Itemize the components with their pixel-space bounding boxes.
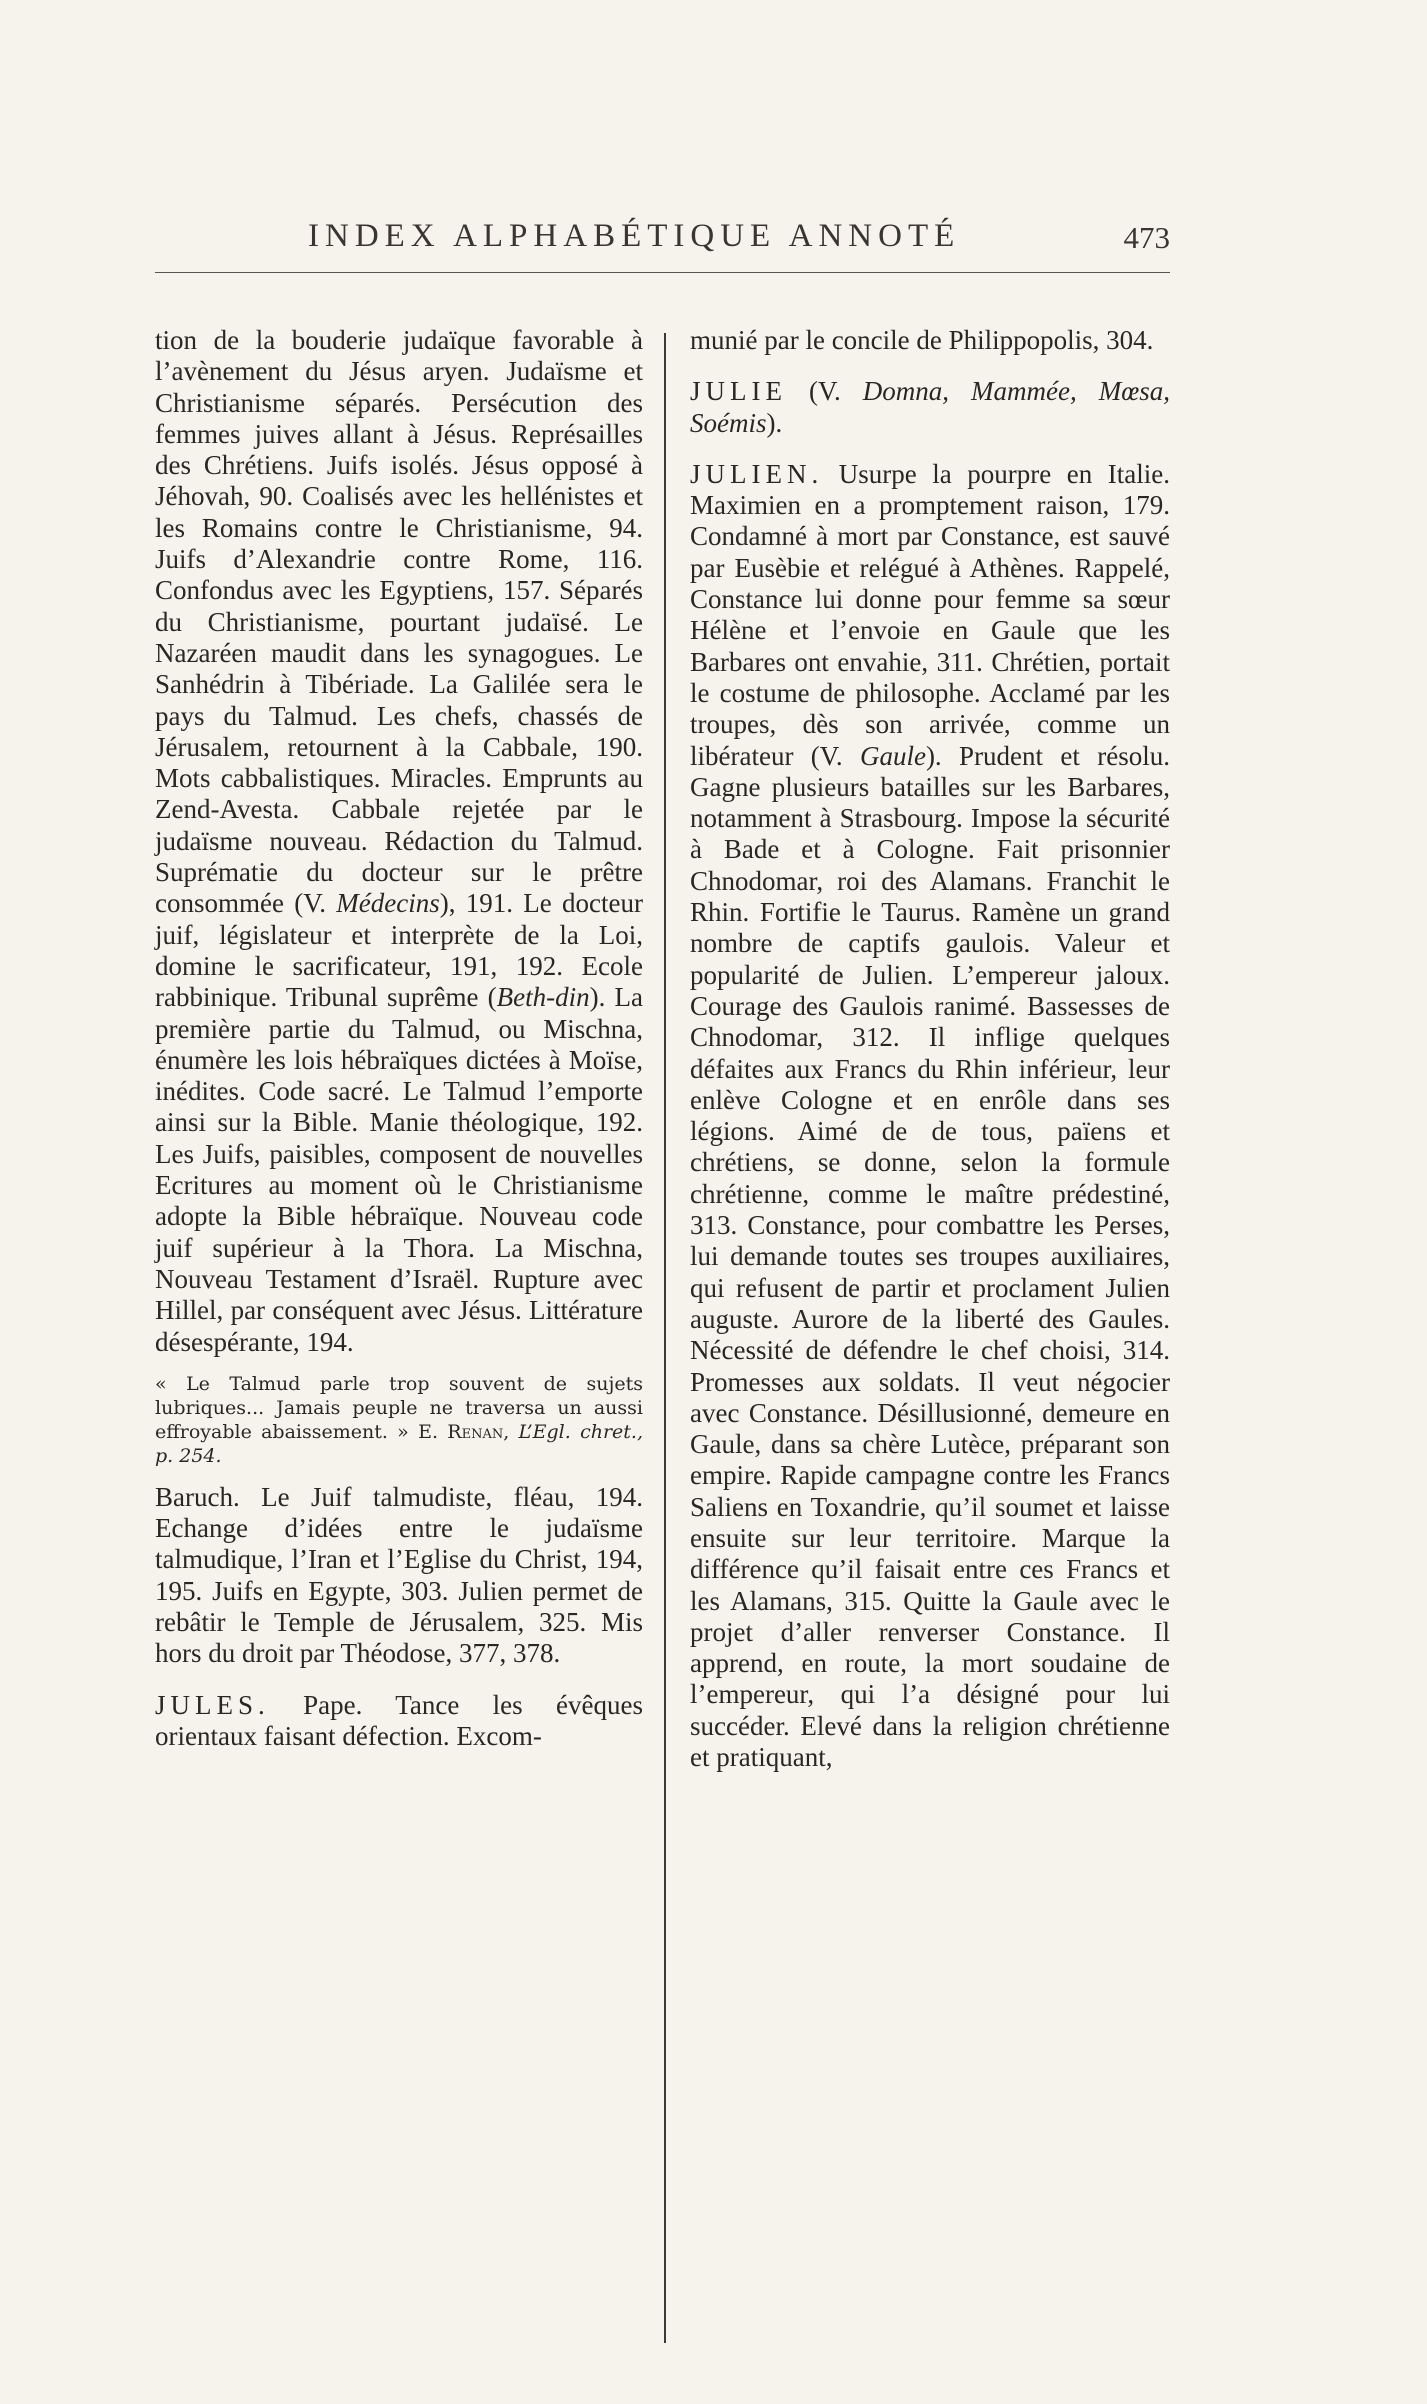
jules-entry bbox=[155, 1690, 643, 1753]
entry-text: tion de la bouderie judaïque favorable à l’avènement du Jésus aryen. Judaïsme et Christianisme séparés. Persécution des femmes juives allant à Jésus. Représailles des Chrétiens. Juifs isolés. Jésus opposé à Jéhovah, 90. Coalisés avec les hellénistes et les Romains contre le Christianisme, 94. Juifs d’Alexandrie contre Rome, 116. Confondus avec les Egyptiens, 157. Séparés du Christianisme, pourtant judaïsé. Le Nazaréen maudit dans les synagogues. Le Sanhédrin à Tibériade. La Galilée sera le pays du Talmud. Les chefs, chassés de Jérusalem, retournent à la Cabbale, 190. Mots cabbalistiques. Miracles. Emprunts au Zend-Avesta. Cabbale rejetée par le judaïsme nouveau. Rédaction du Talmud. Suprématie du docteur sur le prêtre consommée (V. bbox=[155, 325, 643, 919]
julien-entry bbox=[690, 459, 1170, 1773]
julie-headword: JULIE bbox=[690, 376, 787, 407]
quote-source: L’Egl. chret., p. 254. bbox=[155, 1420, 643, 1467]
julie-entry bbox=[690, 376, 1170, 439]
julie-refs: Domna, Mammée, Mœsa, Soémis bbox=[690, 376, 1171, 438]
entry-text: ), 191. Le docteur juif, législateur et interprète de la Loi, domine le sacrificateur, 191, 192. Ecole rabbinique. Tribunal suprême ( bbox=[155, 888, 643, 1013]
entry-italic-ref: Gaule bbox=[859, 740, 926, 771]
entry-text: Pape. Tance les évêques orientaux faisant défection. Excom- bbox=[155, 1689, 643, 1751]
entry-text: ). La première partie du Talmud, ou Mischna, énumère les lois hébraïques dictées à Moïse, inédites. Code sacré. Le Talmud l’emporte ainsi sur la Bible. Manie théologique, 192. Les Juifs, paisibles, composent de nouvelles Ecritures au moment où le Christianisme adopte la Bible hébraïque. Nouveau code juif supérieur à la Thora. La Mischna, Nouveau Testament d’Israël. Rupture avec Hillel, par conséquent avec Jésus. Littérature désespérante, 194. bbox=[155, 982, 643, 1357]
entry-text: ). bbox=[766, 407, 783, 438]
quote-text: « Le Talmud parle trop souvent de sujets lubriques... Jamais peuple ne traversa un aussi effroyable abaissement. » bbox=[155, 1372, 643, 1443]
jules-entry-continued: munié par le concile de Philippopolis, 304. bbox=[690, 325, 1154, 355]
header-title: INDEX ALPHABÉTIQUE ANNOTÉ bbox=[308, 218, 961, 254]
entry-text: Usurpe la pourpre en Italie. Maximien en a promptement raison, 179. Condamné à mort par Constance, est sauvé par Eusèbie et relégué à Athènes. Rappelé, Constance lui donne pour femme sa sœur Hélène et l’envoie en Gaule que les Barbares ont envahie, 311. Chrétien, portait le costume de philosophe. Acclamé par les troupes, dès son arrivée, comme un libérateur (V. bbox=[690, 458, 1170, 771]
left-column bbox=[155, 325, 643, 1752]
jules-headword: JULES. bbox=[155, 1689, 270, 1720]
header-rule bbox=[155, 272, 1170, 273]
entry-text: ). Prudent et résolu. Gagne plusieurs batailles sur les Barbares, notamment à Strasbourg. Impose la sécurité à Bade et à Cologne. Fait prisonnier Chnodomar, roi des Alamans. Franchit le Rhin. Fortifie le Taurus. Ramène un grand nombre de captifs gaulois. Valeur et popularité de Julien. L’empereur jaloux. Courage des Gaulois ranimé. Bassesses de Chnodomar, 312. Il inflige quelques défaites aux Francs du Rhin inférieur, leur enlève Cologne et en enrôle dans ses légions. Aimé de de tous, païens et chrétiens, se donne, selon la formule chrétienne, comme le maître prédestiné, 313. Constance, pour combattre les Perses, lui demande toutes ses troupes auxiliaires, qui refusent de partir et proclament Julien auguste. Aurore de la liberté des Gaules. Nécessité de défendre le chef choisi, 314. Promesses aux soldats. Il veut négocier avec Constance. Désillusionné, demeure en Gaule, dans sa chère Lutèce, préparant son empire. Rapide campagne contre les Francs Saliens en Toxandrie, qu’il soumet et laisse ensuite sur leur territoire. Marque la différence qu’il faisait entre ces Francs et les Alamans, 315. Quitte la Gaule avec le projet d’aller renverser Constance. Il apprend, en route, la mort soudaine de l’empereur, qui l’a désigné pour lui succéder. Elevé dans la religion chrétienne et pratiquant, bbox=[690, 740, 1171, 1773]
renan-quote bbox=[155, 1372, 643, 1468]
entry-text: (V. bbox=[809, 376, 863, 407]
julien-headword: JULIEN. bbox=[690, 458, 824, 489]
judaisme-entry-continued bbox=[155, 325, 643, 1358]
page-number: 473 bbox=[1123, 220, 1170, 255]
entry-italic-ref: Médecins bbox=[336, 888, 440, 919]
page-header bbox=[155, 218, 1170, 268]
quote-author: E. Renan, bbox=[418, 1420, 510, 1443]
column-divider bbox=[664, 333, 666, 2343]
baruch-paragraph: Baruch. Le Juif talmudiste, fléau, 194. Echange d’idées entre le judaïsme talmudique, l’Iran et l’Eglise du Christ, 194, 195. Juifs en Egypte, 303. Julien permet de rebâtir le Temple de Jérusalem, 325. Mis hors du droit par Théodose, 377, 378. bbox=[155, 1481, 643, 1669]
right-column bbox=[690, 325, 1170, 1773]
entry-italic-term: Beth-din bbox=[496, 982, 590, 1013]
